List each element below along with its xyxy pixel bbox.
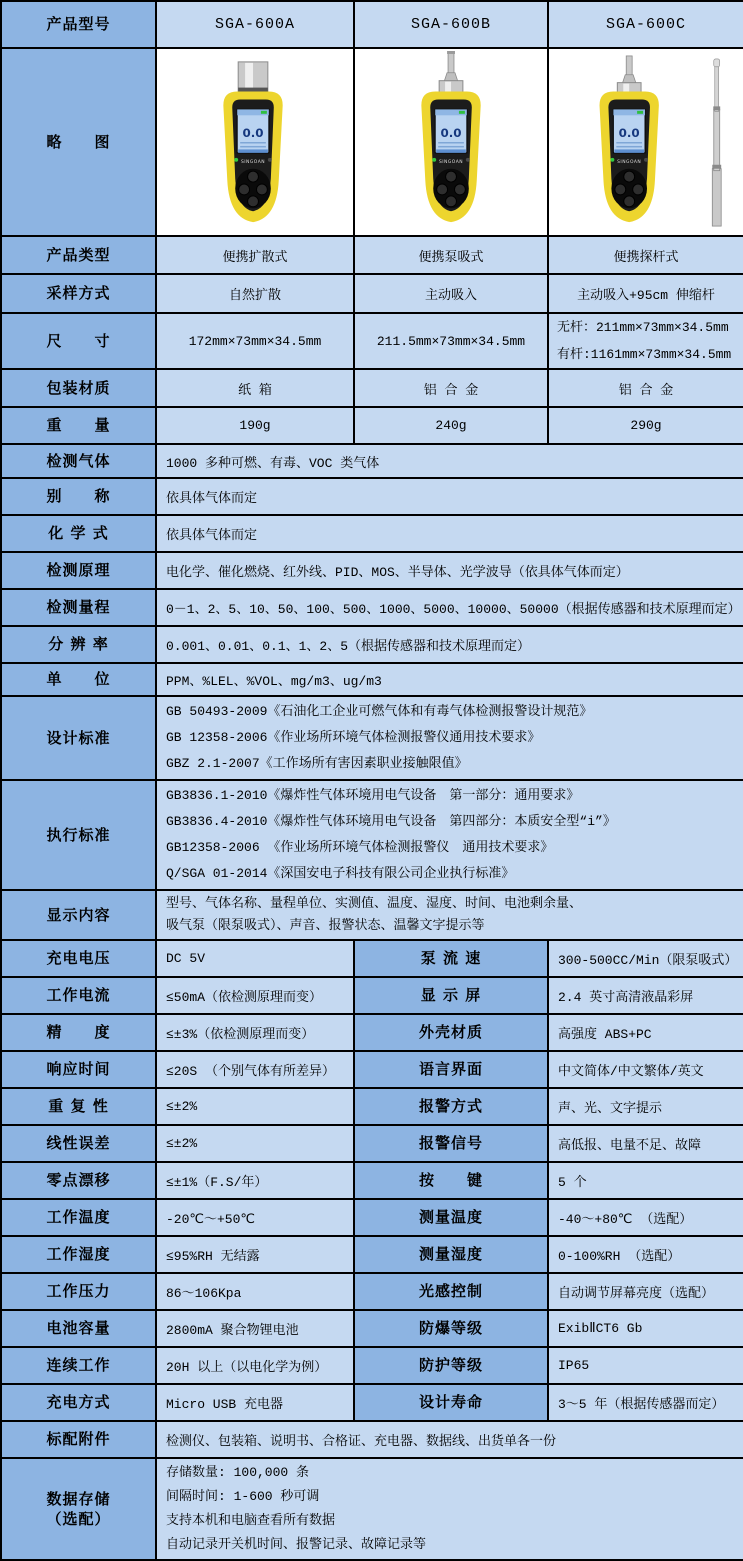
spec-value: 电化学、催化燃烧、红外线、PID、MOS、半导体、光学波导（依具体气体而定） (156, 552, 743, 589)
spec-label: 连续工作 (1, 1347, 156, 1384)
spec-value: 86～106Kpa (156, 1273, 354, 1310)
spec-label: 防护等级 (354, 1347, 548, 1384)
spec-value (156, 780, 743, 890)
spec-label: 泵 流 速 (354, 940, 548, 977)
spec-value: 高低报、电量不足、故障 (548, 1125, 743, 1162)
spec-value: 依具体气体而定 (156, 478, 743, 515)
spec-label: 光感控制 (354, 1273, 548, 1310)
standard-line: GB3836.1-2010《爆炸性气体环境用电气设备 第一部分：通用要求》 (166, 788, 580, 803)
spec-value: 3～5 年（根据传感器而定） (548, 1384, 743, 1421)
spec-value (548, 313, 743, 369)
dimension-with-rod: 有杆:1161mm×73mm×34.5mm (557, 347, 732, 362)
spec-row (1, 1347, 743, 1384)
spec-label: 显 示 屏 (354, 977, 548, 1014)
spec-value: 主动吸入 (354, 274, 548, 313)
dimension-no-rod: 无杆：211mm×73mm×34.5mm (557, 320, 729, 335)
spec-label: 重 量 (1, 407, 156, 444)
spec-row (1, 977, 743, 1014)
spec-label: 语言界面 (354, 1051, 548, 1088)
storage-line: 存储数量: 100,000 条 (166, 1465, 310, 1480)
spec-row (1, 313, 743, 369)
spec-label: 采样方式 (1, 274, 156, 313)
spec-label: 报警信号 (354, 1125, 548, 1162)
spec-label: 检测气体 (1, 444, 156, 478)
spec-value: ≤20S （个别气体有所差异） (156, 1051, 354, 1088)
spec-row-data-storage (1, 1458, 743, 1560)
brand-text: SINGOAN (240, 159, 266, 165)
telescopic-probe-rod (712, 59, 721, 226)
spec-row (1, 940, 743, 977)
brand-text: SINGOAN (438, 159, 464, 165)
spec-label: 设计标准 (1, 696, 156, 780)
spec-row (1, 478, 743, 515)
spec-row (1, 369, 743, 407)
spec-value (156, 890, 743, 940)
spec-value: 0－1、2、5、10、50、100、500、1000、5000、10000、50000（根据传感器和技术原理而定） (156, 589, 743, 626)
spec-value: 主动吸入+95cm 伸缩杆 (548, 274, 743, 313)
screen-reading: 0.0 (618, 126, 640, 141)
display-line: 型号、气体名称、量程单位、实测值、温度、湿度、时间、电池剩余量、 (166, 896, 583, 911)
header-row (1, 1, 743, 48)
spec-value: 5 个 (548, 1162, 743, 1199)
spec-value: IP65 (548, 1347, 743, 1384)
spec-row (1, 1236, 743, 1273)
product-photo-cell-b (354, 48, 548, 236)
spec-row (1, 515, 743, 552)
standard-line: GB 50493-2009《石油化工企业可燃气体和有毒气体检测报警设计规范》 (166, 704, 593, 719)
spec-value: Micro USB 充电器 (156, 1384, 354, 1421)
spec-label: 测量温度 (354, 1199, 548, 1236)
standard-line: GB12358-2006 《作业场所环境气体检测报警仪 通用技术要求》 (166, 840, 554, 855)
spec-label: 按 键 (354, 1162, 548, 1199)
spec-value: 依具体气体而定 (156, 515, 743, 552)
spec-label: 防爆等级 (354, 1310, 548, 1347)
brand-text: SINGOAN (617, 159, 642, 165)
spec-value: 中文简体/中文繁体/英文 (548, 1051, 743, 1088)
spec-label: 单 位 (1, 663, 156, 696)
standard-line: GB3836.4-2010《爆炸性气体环境用电气设备 第四部分：本质安全型“i”》 (166, 814, 616, 829)
spec-label: 外壳材质 (354, 1014, 548, 1051)
spec-value: 高强度 ABS+PC (548, 1014, 743, 1051)
spec-value: 172mm×73mm×34.5mm (156, 313, 354, 369)
spec-value: 300-500CC/Min（限泵吸式） (548, 940, 743, 977)
product-photo-sga-600c (549, 50, 743, 234)
spec-row (1, 663, 743, 696)
spec-row (1, 236, 743, 274)
spec-row (1, 274, 743, 313)
spec-row (1, 1125, 743, 1162)
storage-line: 自动记录开关机时间、报警记录、故障记录等 (166, 1537, 427, 1552)
model-name-sga-600c: SGA-600C (548, 1, 743, 48)
spec-row (1, 1384, 743, 1421)
spec-value: 检测仪、包装箱、说明书、合格证、充电器、数据线、出货单各一份 (156, 1421, 743, 1458)
spec-value: 2800mA 聚合物锂电池 (156, 1310, 354, 1347)
spec-label: 电池容量 (1, 1310, 156, 1347)
spec-value: 2.4 英寸高清液晶彩屏 (548, 977, 743, 1014)
spec-value: 290g (548, 407, 743, 444)
spec-value: ≤±1%（F.S/年） (156, 1162, 354, 1199)
storage-line: 间隔时间: 1-600 秒可调 (166, 1489, 320, 1504)
spec-row-display-content (1, 890, 743, 940)
spec-value: 声、光、文字提示 (548, 1088, 743, 1125)
spec-value: -40～+80℃ （选配） (548, 1199, 743, 1236)
spec-value: 铝 合 金 (354, 369, 548, 407)
spec-row (1, 1051, 743, 1088)
spec-label: 别 称 (1, 478, 156, 515)
spec-value: 211.5mm×73mm×34.5mm (354, 313, 548, 369)
spec-label: 工作湿度 (1, 1236, 156, 1273)
screen-reading: 0.0 (242, 126, 264, 141)
spec-label: 包装材质 (1, 369, 156, 407)
standard-line: Q/SGA 01-2014《深国安电子科技有限公司企业执行标准》 (166, 866, 515, 881)
spec-row (1, 444, 743, 478)
spec-row (1, 1162, 743, 1199)
spec-row (1, 1310, 743, 1347)
spec-value: PPM、%LEL、%VOL、mg/m3、ug/m3 (156, 663, 743, 696)
spec-value: 自然扩散 (156, 274, 354, 313)
storage-label-line2: （选配） (46, 1510, 111, 1528)
spec-label: 精 度 (1, 1014, 156, 1051)
standard-line: GBZ 2.1-2007《工作场所有害因素职业接触限值》 (166, 756, 468, 771)
spec-row (1, 1014, 743, 1051)
standard-line: GB 12358-2006《作业场所环境气体检测报警仪通用技术要求》 (166, 730, 541, 745)
spec-row (1, 626, 743, 663)
spec-value: ≤50mA（依检测原理而变） (156, 977, 354, 1014)
spec-label: 重 复 性 (1, 1088, 156, 1125)
spec-value: 1000 多种可燃、有毒、VOC 类气体 (156, 444, 743, 478)
spec-label: 标配附件 (1, 1421, 156, 1458)
spec-label: 检测原理 (1, 552, 156, 589)
product-photo-sga-600a (157, 50, 353, 234)
sketch-row (1, 48, 743, 236)
spec-value: -20℃～+50℃ (156, 1199, 354, 1236)
spec-label: 响应时间 (1, 1051, 156, 1088)
spec-value: 便携扩散式 (156, 236, 354, 274)
spec-row (1, 1199, 743, 1236)
spec-row (1, 1273, 743, 1310)
model-name-sga-600b: SGA-600B (354, 1, 548, 48)
spec-value: 0-100%RH （选配） (548, 1236, 743, 1273)
storage-label-line1: 数据存储 (46, 1489, 111, 1508)
spec-label: 检测量程 (1, 589, 156, 626)
spec-value (156, 1458, 743, 1560)
model-name-sga-600a: SGA-600A (156, 1, 354, 48)
spec-value: ≤95%RH 无结露 (156, 1236, 354, 1273)
spec-value: 190g (156, 407, 354, 444)
spec-value: ≤±2% (156, 1088, 354, 1125)
spec-label: 显示内容 (1, 890, 156, 940)
spec-label: 测量湿度 (354, 1236, 548, 1273)
spec-value: 240g (354, 407, 548, 444)
spec-row-accessories (1, 1421, 743, 1458)
spec-label: 充电电压 (1, 940, 156, 977)
spec-label: 分 辨 率 (1, 626, 156, 663)
spec-row-exec-standards (1, 780, 743, 890)
storage-line: 支持本机和电脑查看所有数据 (166, 1513, 336, 1528)
spec-label: 报警方式 (354, 1088, 548, 1125)
spec-label: 充电方式 (1, 1384, 156, 1421)
spec-row (1, 589, 743, 626)
spec-value: 便携探杆式 (548, 236, 743, 274)
display-line: 吸气泵（限泵吸式）、声音、报警状态、温馨文字提示等 (166, 918, 485, 933)
spec-label: 执行标准 (1, 780, 156, 890)
spec-row (1, 1088, 743, 1125)
spec-value: 纸 箱 (156, 369, 354, 407)
spec-label-product-model: 产品型号 (1, 1, 156, 48)
spec-label: 线性误差 (1, 1125, 156, 1162)
spec-label: 尺 寸 (1, 313, 156, 369)
spec-value: 20H 以上（以电化学为例） (156, 1347, 354, 1384)
spec-row (1, 407, 743, 444)
spec-label (1, 1458, 156, 1560)
spec-label: 设计寿命 (354, 1384, 548, 1421)
spec-value: 铝 合 金 (548, 369, 743, 407)
spec-row-design-standards (1, 696, 743, 780)
product-photo-cell-a (156, 48, 354, 236)
spec-label: 工作压力 (1, 1273, 156, 1310)
spec-value: DC 5V (156, 940, 354, 977)
spec-row (1, 552, 743, 589)
spec-label: 化 学 式 (1, 515, 156, 552)
spec-label-sketch: 略 图 (1, 48, 156, 236)
spec-label: 工作温度 (1, 1199, 156, 1236)
spec-value: ExibⅡCT6 Gb (548, 1310, 743, 1347)
spec-value: 便携泵吸式 (354, 236, 548, 274)
spec-label: 工作电流 (1, 977, 156, 1014)
spec-label: 零点漂移 (1, 1162, 156, 1199)
spec-value: 0.001、0.01、0.1、1、2、5（根据传感器和技术原理而定） (156, 626, 743, 663)
screen-reading: 0.0 (440, 126, 462, 141)
product-photo-sga-600b (355, 50, 548, 234)
product-photo-cell-c (548, 48, 743, 236)
spec-label: 产品类型 (1, 236, 156, 274)
spec-value: 自动调节屏幕亮度（选配） (548, 1273, 743, 1310)
spec-value: ≤±2% (156, 1125, 354, 1162)
device-body (600, 56, 659, 222)
spec-value (156, 696, 743, 780)
spec-value: ≤±3%（依检测原理而变） (156, 1014, 354, 1051)
